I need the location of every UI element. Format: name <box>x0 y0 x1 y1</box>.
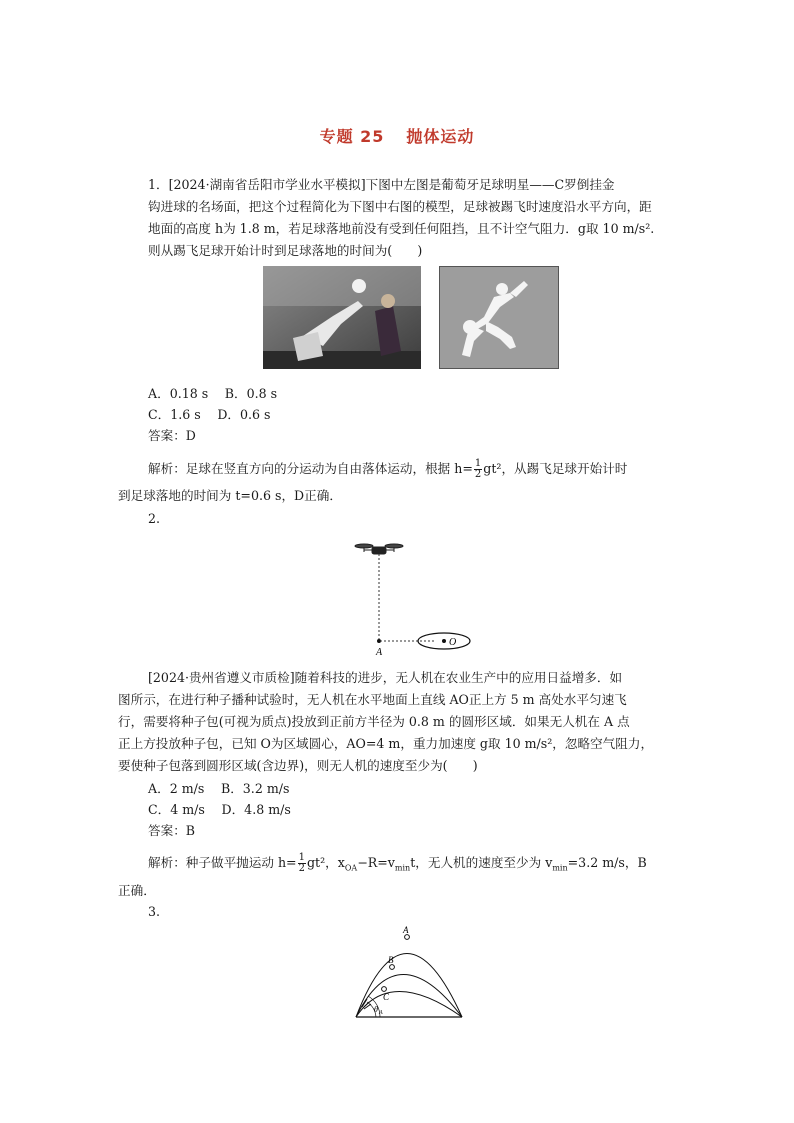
q1-analysis-part-b: gt²，从踢飞足球开始计时 <box>483 461 628 476</box>
q1-answer: 答案：D <box>148 428 196 443</box>
traj-label-C: C <box>383 992 390 1002</box>
q2-analysis-part-d: t，无人机的速度至少为 v <box>410 855 553 870</box>
q1-analysis-line-2: 到足球落地的时间为 t=0.6 s，D正确． <box>118 488 342 503</box>
q2-options-2: C．4 m/s D．4.8 m/s <box>148 802 291 817</box>
drone-diagram <box>350 536 490 656</box>
q2-analysis-part-e: =3.2 m/s，B <box>567 855 647 870</box>
frac-num: 1 <box>474 458 482 469</box>
q2-sub-min-2: min <box>552 863 568 873</box>
bicycle-kick-photo <box>263 266 421 369</box>
silhouette-model-figure <box>439 266 559 369</box>
q1-analysis-line-1 <box>148 458 627 480</box>
q2-line-2: 图所示，在进行种子播种试验时，无人机在水平地面上直线 AO正上方 5 m 高处水平匀速飞 <box>118 692 627 707</box>
traj-label-A: A <box>403 925 409 935</box>
q1-line-3: 地面的高度 h为 1.8 m，若足球落地前没有受到任何阻挡，且不计空气阻力．g取 10 m/s². <box>148 221 655 236</box>
traj-label-B: B <box>388 955 394 965</box>
title-number: 专题 25 <box>319 127 385 146</box>
silhouette-illustration <box>440 267 558 368</box>
q2-line-3: 行，需要将种子包(可视为质点)投放到正前方半径为 0.8 m 的圆形区域．如果无人机在 A 点 <box>118 714 630 729</box>
q2-sub-oa: OA <box>344 863 358 873</box>
q2-line-5: 要使种子包落到圆形区域(含边界)，则无人机的速度至少为( ) <box>118 758 478 773</box>
q1-options-2: C．1.6 s D．0.6 s <box>148 407 271 422</box>
photo-illustration <box>263 266 421 369</box>
q2-number: 2. <box>148 511 161 526</box>
half-fraction-2 <box>298 853 306 874</box>
q1-line-4: 则从踢飞足球开始计时到足球落地的时间为( ) <box>148 243 423 258</box>
q2-line-4: 正上方投放种子包，已知 O为区域圆心，AO=4 m，重力加速度 g取 10 m/s²，忽略空气阻力， <box>118 736 654 751</box>
q2-answer: 答案：B <box>148 823 196 838</box>
q2-sub-min: min <box>394 863 411 873</box>
theta-label: θ <box>374 1005 378 1014</box>
drone-icon <box>355 544 403 554</box>
q2-analysis-part-a: 解析：种子做平抛运动 h= <box>148 855 297 870</box>
theta-subscript: A <box>379 1010 383 1016</box>
frac-den-2: 2 <box>298 863 305 874</box>
frac-num-2: 1 <box>298 852 305 863</box>
half-fraction <box>474 459 482 480</box>
q2-analysis-line-1 <box>148 852 647 874</box>
projectile-trajectories-diagram <box>350 920 470 1024</box>
q2-line-1: [2024·贵州省遵义市质检]随着科技的进步，无人机在农业生产中的应用日益增多．如 <box>148 670 623 685</box>
title-name: 抛体运动 <box>406 127 475 146</box>
q1-options-1: A．0.18 s B．0.8 s <box>148 386 278 401</box>
label-O: O <box>449 637 457 648</box>
q2-options-1: A．2 m/s B．3.2 m/s <box>148 781 290 796</box>
page-title <box>0 124 794 147</box>
q3-number: 3. <box>148 904 161 919</box>
q2-analysis-part-c: −R=v <box>357 855 395 870</box>
q2-analysis-line-2: 正确． <box>118 883 156 898</box>
q1-line-1: 1．[2024·湖南省岳阳市学业水平模拟]下图中左图是葡萄牙足球明星——C罗倒挂金 <box>148 177 615 192</box>
q1-line-2: 钩进球的名场面，把这个过程简化为下图中右图的模型，足球被踢飞时速度沿水平方向，距 <box>148 199 652 214</box>
frac-den: 2 <box>474 469 482 480</box>
label-A: A <box>376 647 383 656</box>
q2-analysis-part-b: gt²，x <box>306 855 345 870</box>
q1-analysis-part-a: 解析：足球在竖直方向的分运动为自由落体运动，根据 h= <box>148 461 473 476</box>
